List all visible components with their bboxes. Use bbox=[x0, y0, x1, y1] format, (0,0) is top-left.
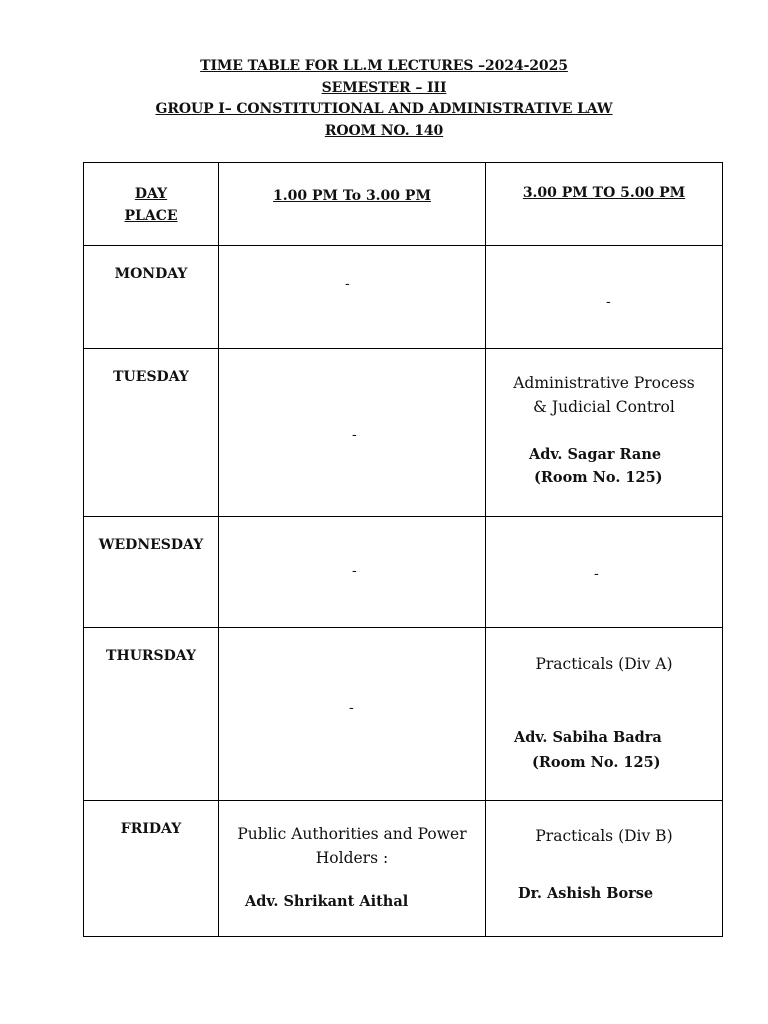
header-slot1-cell bbox=[219, 163, 486, 246]
subject-line: Public Authorities and Power bbox=[237, 825, 467, 843]
slot2-cell bbox=[486, 801, 723, 937]
day-cell bbox=[84, 517, 219, 628]
subject-line: Practicals (Div A) bbox=[535, 655, 673, 673]
room-note: (Room No. 125) bbox=[532, 754, 661, 771]
teacher-name: Adv. Sabiha Badra bbox=[514, 729, 662, 746]
empty-slot-dash: - bbox=[352, 427, 357, 443]
subject-line: & Judicial Control bbox=[533, 398, 675, 416]
teacher-name: Dr. Ashish Borse bbox=[518, 885, 654, 902]
table-row bbox=[84, 628, 723, 801]
day-cell bbox=[84, 349, 219, 517]
teacher-name: Adv. Sagar Rane bbox=[529, 446, 662, 463]
slot1-cell bbox=[219, 801, 486, 937]
empty-slot-dash: - bbox=[349, 700, 354, 716]
table-row bbox=[84, 517, 723, 628]
timetable bbox=[83, 162, 723, 937]
room-note: (Room No. 125) bbox=[534, 469, 663, 486]
slot2-cell bbox=[486, 349, 723, 517]
slot2-cell bbox=[486, 517, 723, 628]
document-title-block bbox=[0, 56, 768, 142]
day-label-friday: FRIDAY bbox=[120, 821, 182, 837]
semester-label: SEMESTER – III bbox=[321, 79, 447, 96]
day-label-tuesday: TUESDAY bbox=[113, 369, 189, 385]
empty-slot-dash: - bbox=[606, 294, 611, 310]
header-day: DAY bbox=[134, 186, 168, 202]
group-label: GROUP I– CONSTITUTIONAL AND ADMINISTRATIVE LAW bbox=[155, 101, 613, 117]
day-label-wednesday: WEDNESDAY bbox=[98, 537, 204, 553]
empty-slot-dash: - bbox=[594, 566, 599, 582]
slot1-cell bbox=[219, 628, 486, 801]
teacher-name: Adv. Shrikant Aithal bbox=[245, 893, 409, 910]
header-day-place-cell bbox=[84, 163, 219, 246]
slot1-cell bbox=[219, 517, 486, 628]
day-cell bbox=[84, 801, 219, 937]
slot1-cell bbox=[219, 349, 486, 517]
table-row bbox=[84, 246, 723, 349]
header-place: PLACE bbox=[124, 208, 178, 224]
header-slot1: 1.00 PM To 3.00 PM bbox=[273, 188, 431, 204]
header-slot2-cell bbox=[486, 163, 723, 246]
timetable-header-row bbox=[84, 163, 723, 246]
subject-line: Practicals (Div B) bbox=[535, 827, 673, 845]
subject-line: Administrative Process bbox=[513, 374, 695, 392]
empty-slot-dash: - bbox=[352, 563, 357, 579]
subject-line: Holders : bbox=[315, 849, 389, 867]
header-slot2: 3.00 PM TO 5.00 PM bbox=[522, 185, 686, 201]
room-label: ROOM NO. 140 bbox=[324, 122, 444, 139]
day-cell bbox=[84, 246, 219, 349]
day-label-monday: MONDAY bbox=[114, 266, 188, 282]
document-title: TIME TABLE FOR LL.M LECTURES –2024-2025 bbox=[200, 58, 568, 74]
table-row bbox=[84, 801, 723, 937]
slot1-cell bbox=[219, 246, 486, 349]
slot2-cell bbox=[486, 628, 723, 801]
day-label-thursday: THURSDAY bbox=[106, 648, 196, 664]
day-cell bbox=[84, 628, 219, 801]
empty-slot-dash: - bbox=[345, 276, 350, 292]
table-row bbox=[84, 349, 723, 517]
slot2-cell bbox=[486, 246, 723, 349]
